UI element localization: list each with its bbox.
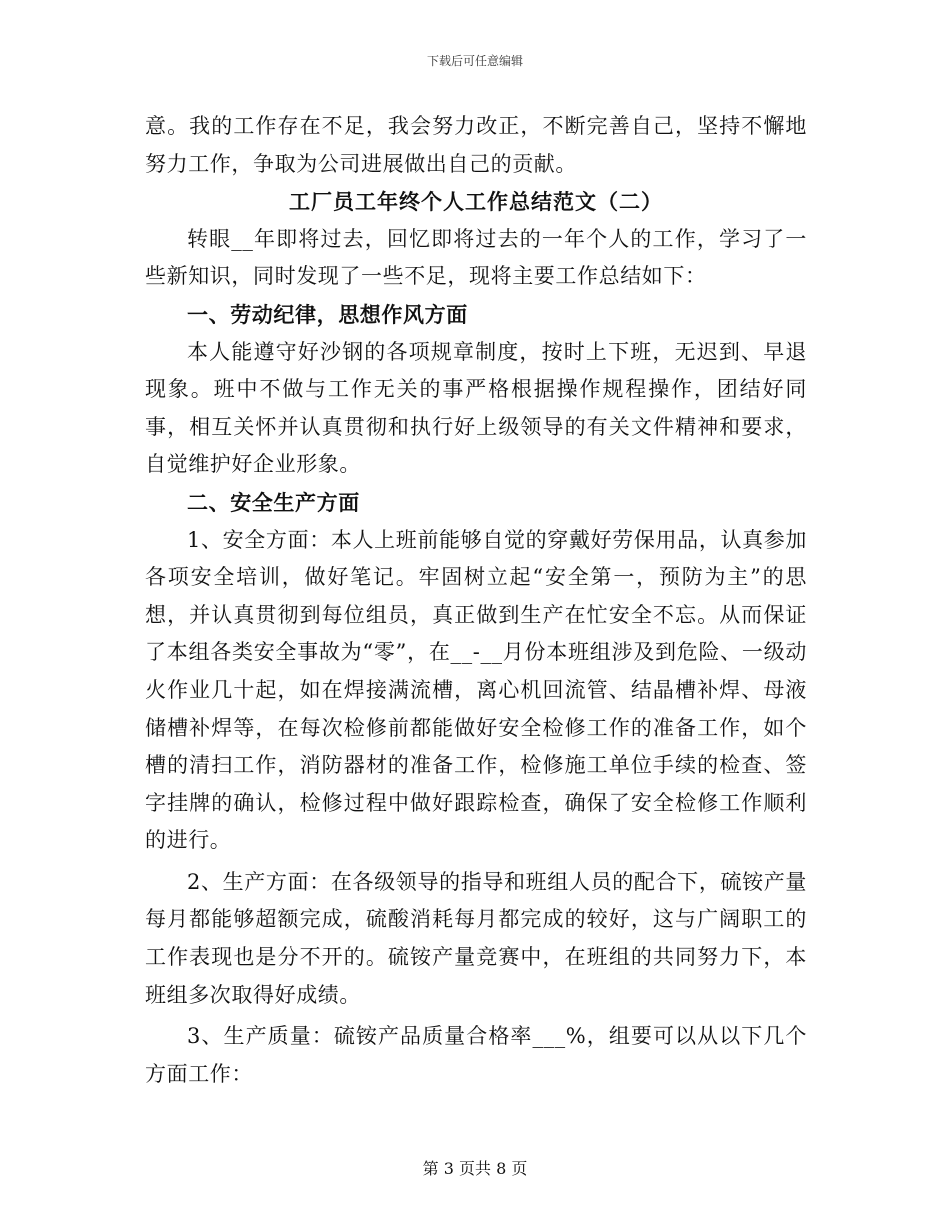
section-heading-discipline: 一、劳动纪律，思想作风方面	[187, 301, 468, 327]
page-header: 下载后可任意编辑	[426, 54, 523, 68]
document-title: 工厂员工年终个人工作总结范文（二）	[289, 189, 663, 215]
continuation-paragraph: 意。我的工作存在不足，我会努力改正，不断完善自己，坚持不懈地努力工作，争取为公司进展做出自己的贡献。	[145, 114, 807, 176]
page-footer: 第 3 页共 8 页	[422, 1159, 528, 1178]
section-heading-safety-production: 二、安全生产方面	[187, 489, 360, 515]
discipline-paragraph: 本人能遵守好沙钢的各项规章制度，按时上下班，无迟到、早退现象。班中不做与工作无关的事严格根据操作规程操作，团结好同事，相互关怀并认真贯彻和执行好上级领导的有关文件精神和要求，自觉维护好企业形象。	[145, 339, 807, 477]
intro-paragraph: 转眼__年即将过去，回忆即将过去的一年个人的工作，学习了一些新知识，同时发现了一些不足，现将主要工作总结如下：	[145, 226, 807, 289]
quality-paragraph: 3、生产质量：硫铵产品质量合格率___%，组要可以从以下几个方面工作：	[145, 1024, 807, 1086]
production-paragraph: 2、生产方面：在各级领导的指导和班组人员的配合下，硫铵产量每月都能够超额完成，硫酸消耗每月都完成的较好，这与广阔职工的工作表现也是分不开的。硫铵产量竞赛中，在班组的共同努力下，本班组多次取得好成绩。	[145, 869, 807, 1007]
document-body	[145, 108, 807, 1093]
safety-paragraph: 1、安全方面：本人上班前能够自觉的穿戴好劳保用品，认真参加各项安全培训，做好笔记。牢固树立起“安全第一，预防为主”的思想，并认真贯彻到每位组员，真正做到生产在忙安全不忘。从而保证了本组各类安全事故为“零”，在__-__月份本班组涉及到危险、一级动火作业几十起，如在焊接满流槽，离心机回流管、结晶槽补焊、母液储槽补焊等，在每次检修前都能做好安全检修工作的准备工作，如个槽的清扫工作，消防器材的准备工作，检修施工单位手续的检查、签字挂牌的确认，检修过程中做好跟踪检查，确保了安全检修工作顺利的进行。	[145, 527, 807, 853]
